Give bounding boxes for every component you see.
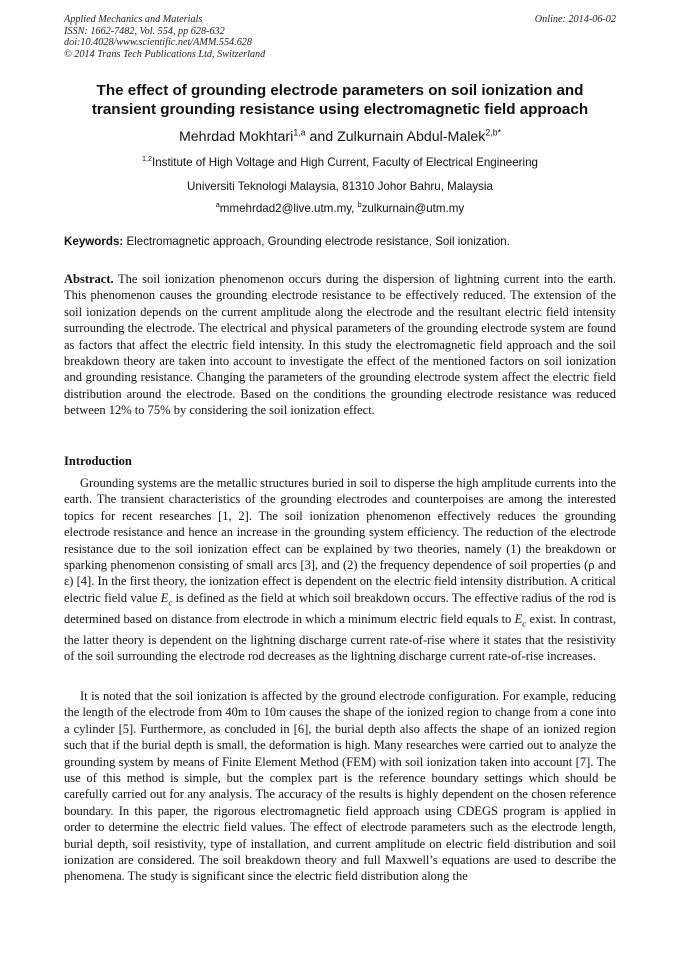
abstract (64, 271, 616, 419)
online-date: Online: 2014-06-02 (534, 14, 616, 25)
keywords-label: Keywords: (64, 235, 124, 248)
ec-subscript-2: c (522, 618, 527, 629)
email-a-sup: a (215, 200, 220, 210)
email-b: zulkurnain@utm.my (361, 202, 465, 215)
email-line (40, 202, 640, 216)
author-2: Zulkurnain Abdul-Malek (337, 129, 486, 145)
email-b-sup: b (357, 200, 362, 210)
author-2-sup: 2,b* (485, 127, 502, 138)
intro-p1-part-b: is defined as the field at which soil breakdown occurs. The effective radius of the rod is determined based on distance from electrode in which a minimum electric field equals to (64, 590, 617, 626)
ec-symbol-2: E (514, 611, 523, 626)
ec-symbol: E (160, 590, 169, 605)
intro-p1-part-c: exist. In contrast, the latter theory is dependent on the lightning discharge current rate-of-rise where it states that the resistivity of the soil surrounding the electrode rod decreases as the lightning discharge current rate-of-rise increases. (64, 611, 617, 664)
keywords (64, 235, 616, 249)
affiliation-line-2: Universiti Teknologi Malaysia, 81310 Johor Bahru, Malaysia (187, 180, 493, 193)
author-list (40, 128, 640, 146)
doi: doi:10.4028/www.scientific.net/AMM.554.628 (64, 37, 252, 49)
journal-name: Applied Mechanics and Materials (64, 14, 203, 25)
abstract-label: Abstract. (64, 272, 114, 286)
paper-title (40, 81, 640, 119)
intro-paragraph-2: It is noted that the soil ionization is affected by the ground electrode configuration. For example, reducing the length of the electrode from 40m to 10m causes the shape of the ionized region to change from a cone into a cylinder [5]. Furthermore, as concluded in [6], the burial depth also affects the shape of an ionized region such that if the burial depth is small, the deformation is high. Many researches were carried out to analyze the grounding system by means of Finite Element Method (FEM) with soil ionization taken into account [7]. The use of this method is simple, but the complex part is the reference boundary settings which should be carefully carried out for any analysis. The accuracy of the results is highly dependent on the chosen reference boundary. In this paper, the rigorous electromagnetic field approach using CDEGS program is applied in order to determine the electric field values. The effect of electrode parameters such as the electrode length, burial depth, soil resistivity, type of installation, and current amplitude on electric field distribution and soil ionization are considered. The soil breakdown theory and full Maxwell’s equations are used to describe the phenomena. The study is significant since the electric field distribution along the (64, 689, 616, 884)
ec-subscript: c (168, 597, 173, 608)
title-line-1: The effect of grounding electrode parameters on soil ionization and (96, 82, 584, 99)
affiliation-line-1 (40, 156, 640, 170)
keywords-text: Electromagnetic approach, Grounding electrode resistance, Soil ionization. (123, 235, 510, 248)
author-1-sup: 1,a (293, 127, 306, 138)
intro-p1-part-a: Grounding systems are the metallic structures buried in soil to disperse the high amplitude currents into the earth. The transient characteristics of the grounding electrodes and counterpoises are among the interested topics for recent researches [1, 2]. The soil ionization phenomenon effectively reduces the grounding electrode resistance and hence an increase in the grounding system efficiency. The reduction of the electrode resistance due to the soil ionization effect can be explained by two theories, namely (1) the breakdown or sparking phenomenon consisting of small arcs [3], and (2) the frequency dependence of soil properties (ρ and ε) [4]. In the first theory, the ionization effect is dependent on the electric field intensity distribution. A critical electric field value (64, 476, 616, 605)
affiliation-sup: 1,2 (141, 154, 152, 164)
email-a: mmehrdad2@live.utm.my, (219, 202, 358, 215)
abstract-text: The soil ionization phenomenon occurs during the dispersion of lightning current into the earth. This phenomenon causes the grounding electrode resistance to be effectively reduced. The extension of the soil ionization depends on the current amplitude along the electrode and the resultant electric field intensity surrounding the electrode. The electrical and physical parameters of the grounding electrode system are found as factors that affect the electric field intensity. In this study the electromagnetic field approach and the soil breakdown theory are taken into account to investigate the effect of the mentioned factors on soil ionization and grounding resistance. Changing the parameters of the grounding electrode system affect the electric field distribution around the electrode. Based on the conditions the grounding electrode resistance was reduced between 12% to 75% by considering the soil ionization effect. (64, 272, 616, 418)
section-heading-introduction: Introduction (64, 454, 132, 468)
intro-paragraph-1 (64, 475, 616, 664)
affiliation-text-1: Institute of High Voltage and High Current, Faculty of Electrical Engineering (151, 156, 539, 169)
copyright: © 2014 Trans Tech Publications Ltd, Switzerland (64, 48, 266, 60)
journal-header (64, 14, 616, 60)
title-line-2: transient grounding resistance using electromagnetic field approach (91, 101, 589, 118)
author-1: Mehrdad Mokhtari (178, 129, 294, 145)
issn: ISSN: 1662-7482, Vol. 554, pp 628-632 (64, 25, 225, 37)
author-conjunction: and (305, 129, 338, 145)
